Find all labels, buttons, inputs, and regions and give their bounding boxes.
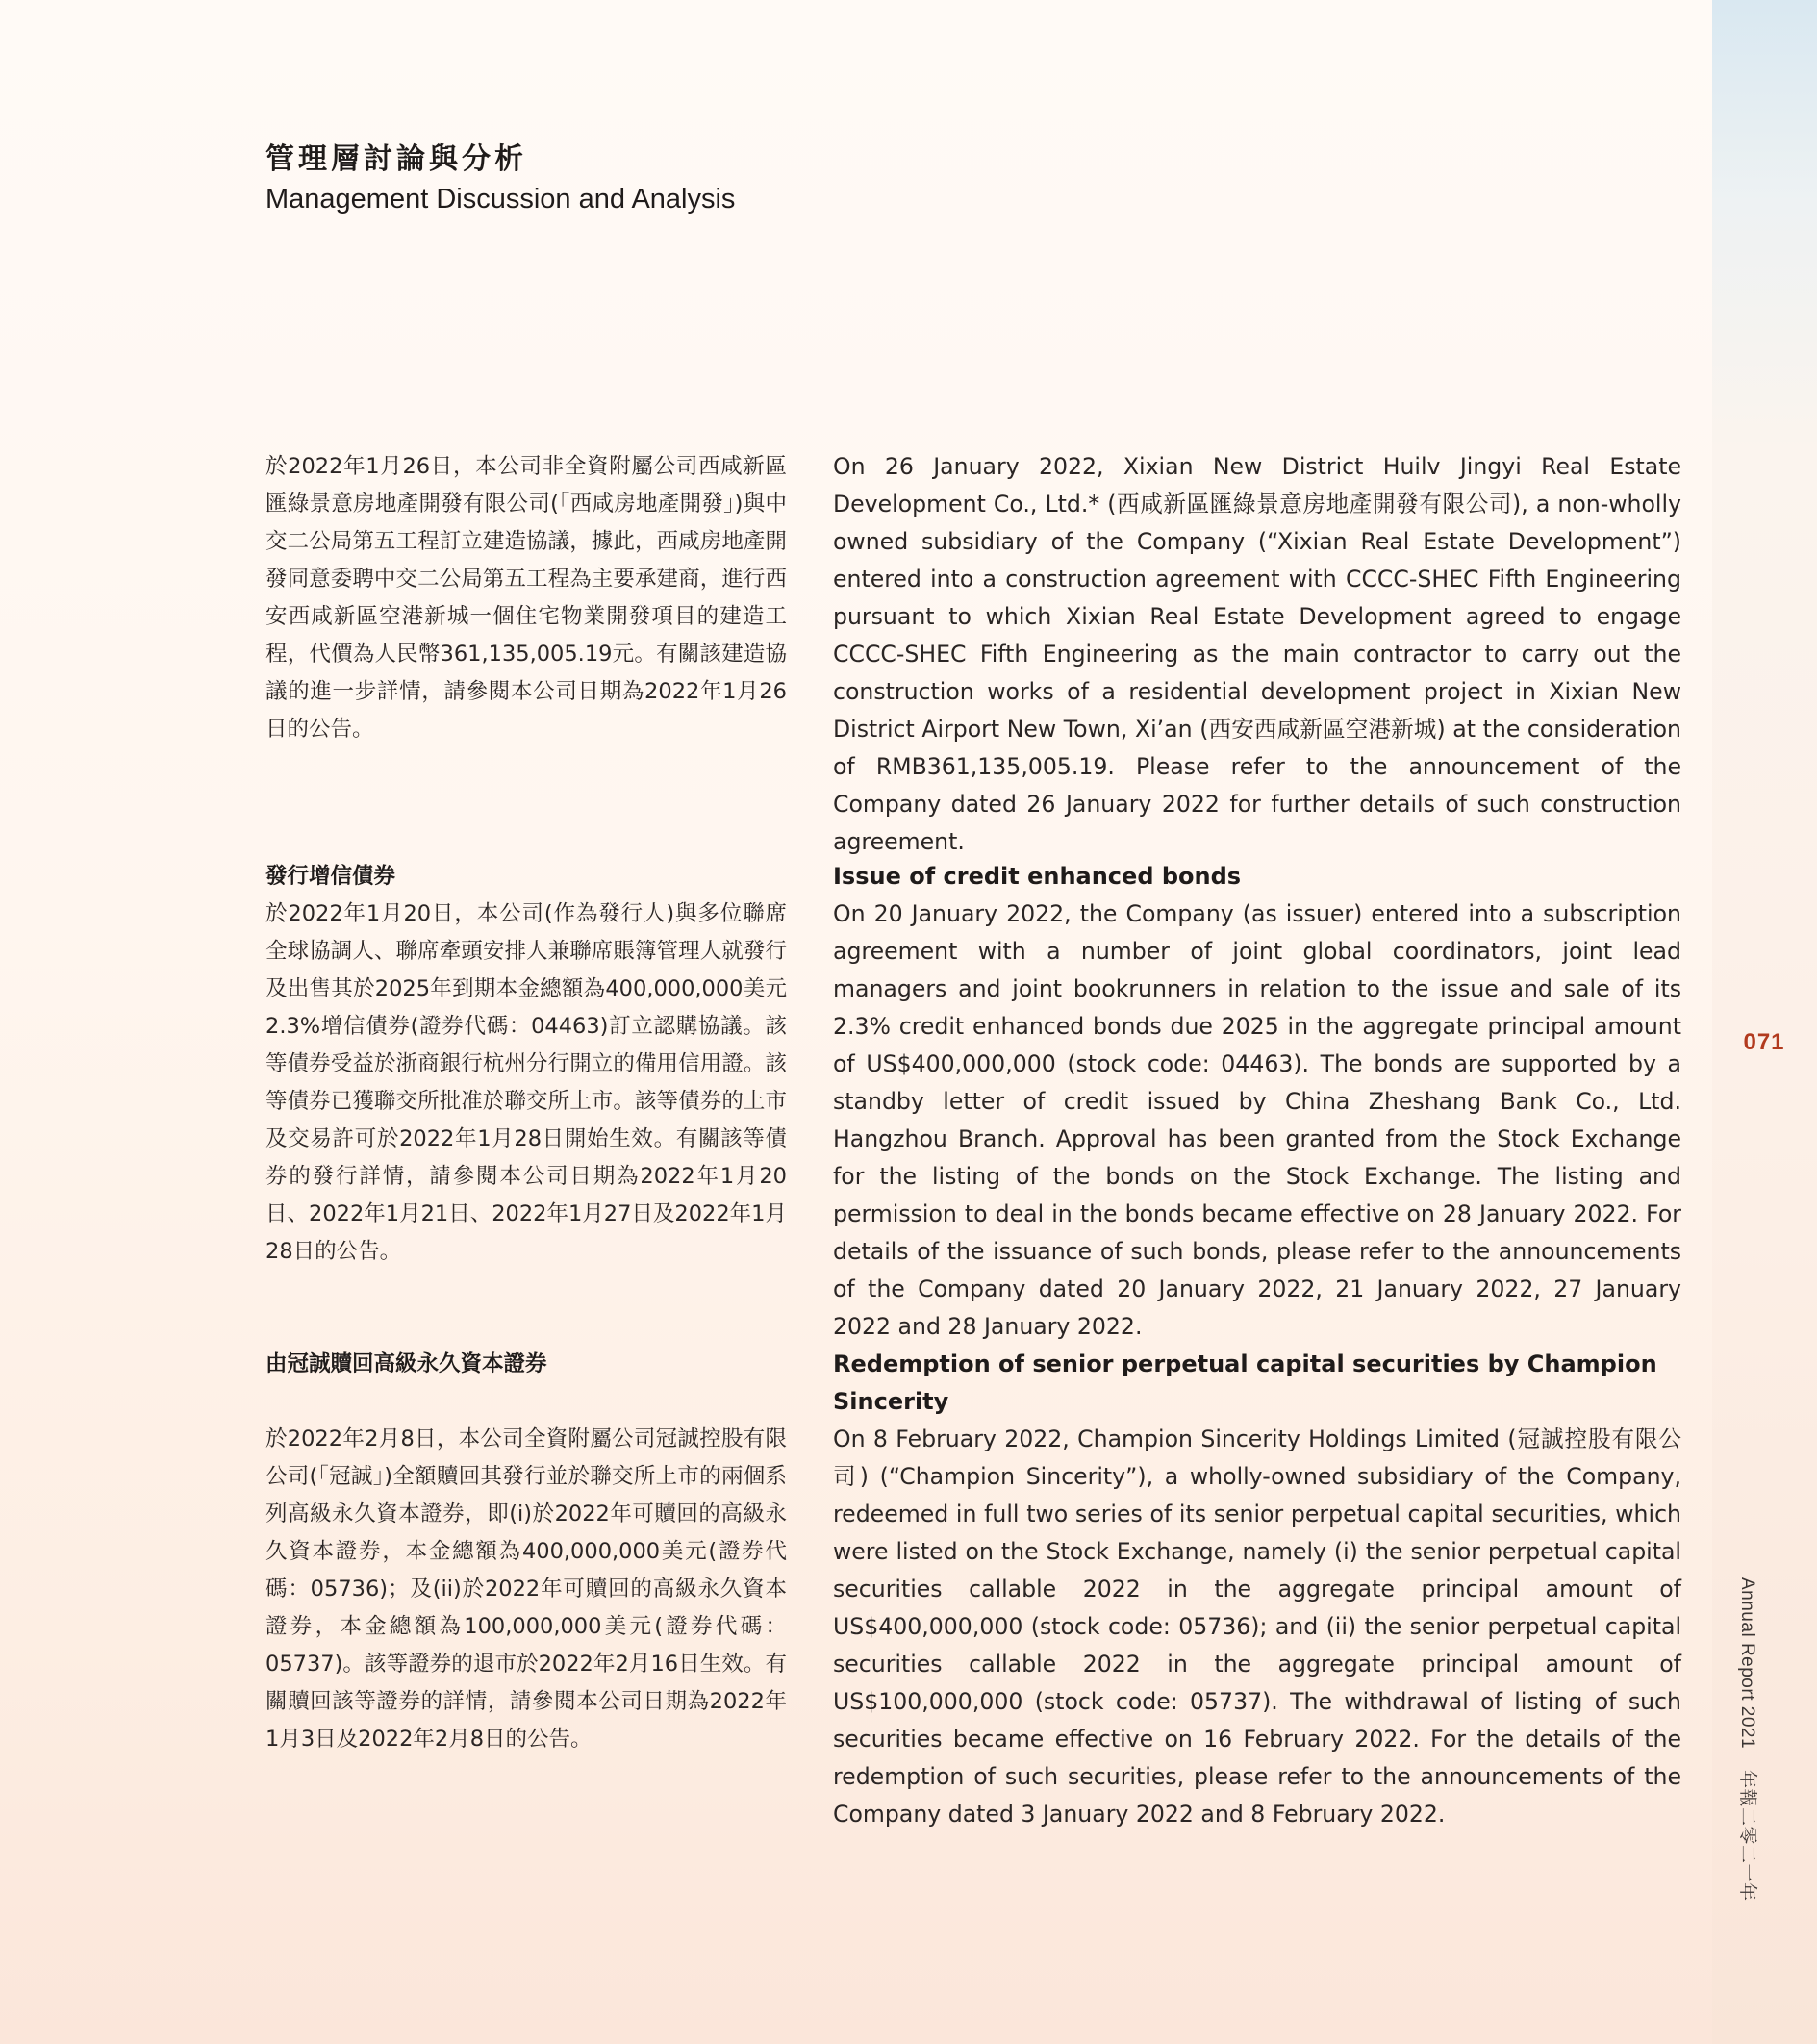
section-redemption-zh: 於2022年2月8日，本公司全資附屬公司冠誠控股有限公司(「冠誠」)全額贖回其發行並於聯交所上市的兩個系列高級永久資本證券，即(i)於2022年可贖回的高級永久資本證券，本金總額為400,000,000美元(證券代碼：05736)；及(ii)於2022年可贖回的高級永久資本證券，本金總額為100,000,000美元(證券代碼：05737)。該等證券的退市於2022年2月16日生效。有關贖回該等證券的詳情，請參閱本公司日期為2022年1月3日及2022年2月8日的公告。 [265, 1426, 787, 1752]
page-number: 071 [1743, 1029, 1785, 1055]
page-title-en: Management Discussion and Analysis [265, 184, 736, 214]
section-bonds-en: On 20 January 2022, the Company (as issuer) entered into a subscription agreement with a number of joint global coordinators, joint lead managers and joint bookrunners in relation to the issue and sale of its 2.3% credit enhanced bonds due 2025 in the aggregate principal amount of US$400,000,000 (stock code: 04463). The bonds are supported by a standby letter of credit issued by China Zheshang Bank Co., Ltd. Hangzhou Branch. Approval has been granted from the Stock Exchange for the listing of the bonds on the Stock Exchange. The listing and permission to deal in the bonds became effective on 28 January 2022. For details of the issuance of such bonds, please refer to the announcements of the Company dated 20 January 2022, 21 January 2022, 27 January 2022 and 28 January 2022. [833, 900, 1681, 1340]
section-redemption-heading-zh: 由冠誠贖回高級永久資本證券 [265, 1351, 547, 1376]
report-label-zh: 年報二零二一年 [1737, 1770, 1757, 1902]
section-redemption-en: On 8 February 2022, Champion Sincerity Holdings Limited (冠誠控股有限公司) (“Champion Sincerity”), a wholly-owned subsidiary of the Company, redeemed in full two series of its senior perpetual capital securities, which were listed on the Stock Exchange, namely (i) the senior perpetual capital securities callable 2022 in the aggregate principal amount of US$400,000,000 (stock code: 05736); and (ii) the senior perpetual capital securities callable 2022 in the aggregate principal amount of US$100,000,000 (stock code: 05737). The withdrawal of listing of such securities became effective on 16 February 2022. For the details of the redemption of such securities, please refer to the announcements of the Company dated 3 January 2022 and 8 February 2022. [833, 1426, 1681, 1828]
page-title-zh: 管理層討論與分析 [265, 142, 527, 176]
section-construction-en: On 26 January 2022, Xixian New District Huilv Jingyi Real Estate Development Co., Ltd.* (西咸新區匯綠景意房地產開發有限公司), a non-wholly owned subsidiary of the Company (“Xixian Real Estate Development”) entered into a construction agreement with CCCC-SHEC Fifth Engineering pursuant to which Xixian Real Estate Development agreed to engage CCCC-SHEC Fifth Engineering as the main contractor to carry out the construction works of a residential development project in Xixian New District Airport New Town, Xi’an (西安西咸新區空港新城) at the consideration of RMB361,135,005.19. Please refer to the announcement of the Company dated 26 January 2022 for further details of such construction agreement. [833, 453, 1681, 855]
section-redemption-heading-en: Redemption of senior perpetual capital securities by Champion Sincerity [833, 1350, 1657, 1415]
page-header [265, 140, 735, 217]
section-construction-zh: 於2022年1月26日，本公司非全資附屬公司西咸新區匯綠景意房地產開發有限公司(「西咸房地產開發」)與中交二公局第五工程訂立建造協議，據此，西咸房地產開發同意委聘中交二公局第五工程為主要承建商，進行西安西咸新區空港新城一個住宅物業開發項目的建造工程，代價為人民幣361,135,005.19元。有關該建造協議的進一步詳情，請參閱本公司日期為2022年1月26日的公告。 [265, 454, 787, 742]
report-label [1736, 1577, 1762, 1902]
section-bonds-heading-en: Issue of credit enhanced bonds [833, 863, 1242, 890]
report-label-en: Annual Report 2021 [1737, 1577, 1757, 1750]
side-strip [1712, 0, 1817, 2044]
section-bonds-heading-zh: 發行增信債券 [265, 864, 396, 889]
section-bonds-zh: 於2022年1月20日，本公司(作為發行人)與多位聯席全球協調人、聯席牽頭安排人兼聯席賬簿管理人就發行及出售其於2025年到期本金總額為400,000,000美元2.3%增信債券(證券代碼：04463)訂立認購協議。該等債券受益於浙商銀行杭州分行開立的備用信用證。該等債券已獲聯交所批准於聯交所上市。該等債券的上市及交易許可於2022年1月28日開始生效。有關該等債券的發行詳情，請參閱本公司日期為2022年1月20日、2022年1月21日、2022年1月27日及2022年1月28日的公告。 [265, 901, 787, 1264]
